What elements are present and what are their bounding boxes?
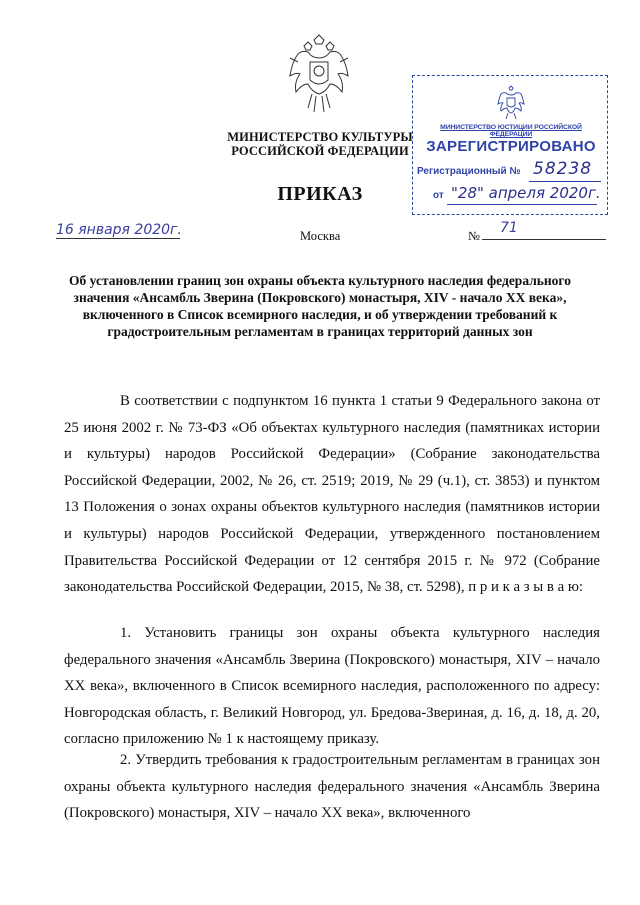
registration-stamp bbox=[412, 75, 608, 215]
stamp-registered-label: ЗАРЕГИСТРИРОВАНО bbox=[426, 138, 596, 155]
body-paragraph-3: 2. Утвердить требования к градостроительным регламентам в границах зон охраны объекта культурного наследия федерального значения «Ансамбль Зверина (Покровского) монастыря, XIV – начало XX века», включенного bbox=[64, 752, 600, 822]
order-number: 71 bbox=[500, 220, 518, 236]
order-date: 16 января 2020г. bbox=[56, 222, 182, 238]
stamp-reg-number-label: Регистрационный № bbox=[417, 166, 521, 177]
number-label: № bbox=[468, 229, 480, 243]
stamp-ministry-name: МИНИСТЕРСТВО ЮСТИЦИИ РОССИЙСКОЙ ФЕДЕРАЦИИ bbox=[440, 124, 582, 138]
order-heading: Об установлении границ зон охраны объекта культурного наследия федерального значения «Ансамбль Зверина (Покровского) монастыря, XIV - начало XX века», включенного в Список всемирного наследия, и об утверждении требований к градостроительным регламентам в границах территорий данных зон bbox=[69, 273, 571, 339]
stamp-reg-date bbox=[451, 184, 601, 202]
date-underline bbox=[56, 238, 180, 239]
city: Москва bbox=[300, 229, 341, 243]
stamp-reg-number: 58238 bbox=[533, 159, 593, 179]
stamp-emblem-icon bbox=[497, 84, 525, 120]
body-paragraph-1: В соответствии с подпунктом 16 пункта 1 статьи 9 Федерального закона от 25 июня 2002 г. № 73-ФЗ «Об объектах культурного наследия (памятниках истории и культуры) народов Российской Федерации» (Собрание законодательства Российской Федерации, 2002, № 26, ст. 2519; 2019, № 29 (ч.1), ст. 3853) и пунктом 13 Положения о зонах охраны объектов культурного наследия (памятников истории и культуры) народов Российской Федерации, утвержденного постановлением Правительства Российской Федерации от 12 сентября 2015 г. № 972 (Собрание законодательства Российской Федерации, 2015, № 38, ст. 5298), п р и к а з ы в а ю: bbox=[64, 393, 600, 596]
order-title: ПРИКАЗ bbox=[277, 183, 363, 205]
stamp-number-underline bbox=[529, 181, 601, 182]
state-emblem-icon bbox=[286, 32, 352, 116]
number-underline bbox=[482, 239, 606, 240]
stamp-date-underline bbox=[447, 204, 597, 205]
ministry-name: МИНИСТЕРСТВО КУЛЬТУРЫ РОССИЙСКОЙ ФЕДЕРАЦИИ bbox=[227, 130, 413, 158]
stamp-reg-date-text: "28" апреля 2020г. bbox=[451, 184, 601, 202]
stamp-from-label: от bbox=[433, 190, 444, 201]
body-paragraph-2: 1. Установить границы зон охраны объекта культурного наследия федерального значения «Ансамбль Зверина (Покровского) монастыря, XIV – начало XX века», включенного в Список всемирного наследия, расположенного по адресу: Новгородская область, г. Великий Новгород, ул. Бредова-Звериная, д. 16, д. 18, д. 20, согласно приложению № 1 к настоящему приказу. bbox=[64, 625, 600, 748]
